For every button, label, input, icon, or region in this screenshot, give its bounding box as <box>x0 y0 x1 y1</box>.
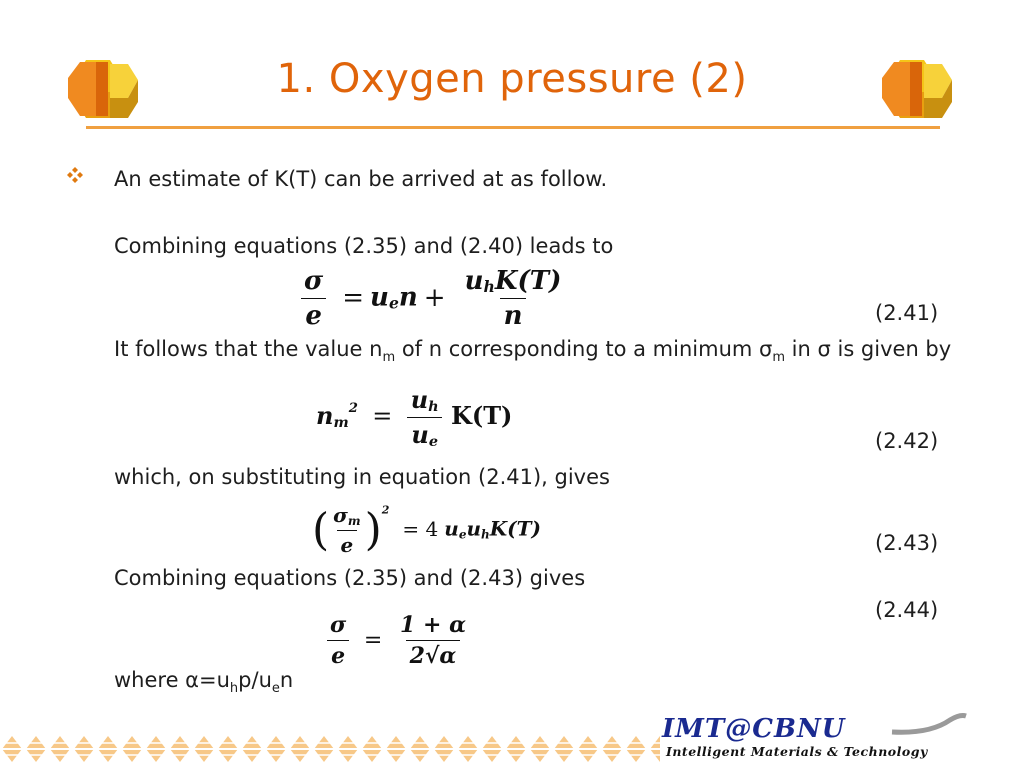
combining-text-1: Combining equations (2.35) and (2.40) leads to <box>114 234 614 258</box>
equation-number-2-42: (2.42) <box>875 429 939 453</box>
imt-cbnu-logo <box>658 712 988 764</box>
logo-wordmark: IMT@CBNU <box>662 714 846 744</box>
follows-text: It follows that the value $n_m$ of n corresponding to a minimum $\sigma_m$ in σ is given by <box>114 337 952 366</box>
equation-2-42: $n_m^2$ = $\frac{u_h}{u_e}$ K(T) <box>316 385 513 450</box>
logo-swoosh-icon <box>890 712 970 736</box>
substituting-text: which, on substituting in equation (2.41), gives <box>114 465 610 489</box>
intro-text: An estimate of K(T) can be arrived at as follow. <box>114 167 608 191</box>
logo-subtitle: Intelligent Materials & Technology <box>666 744 928 759</box>
equation-number-2-41: (2.41) <box>875 301 939 325</box>
where-text: where $\alpha=u_hp/u_en$ <box>114 668 294 697</box>
equation-2-44: $\frac{\sigma}{e}$ = $\frac{1 + \alpha}{2√\alpha}$ <box>326 612 470 669</box>
slide-title: 1. Oxygen pressure (2) <box>276 56 748 102</box>
equation-2-41: $\frac{\sigma}{e}$ = uen + $\frac{\text{uhK(T)}}{n}$ <box>300 266 565 331</box>
combining-text-2: Combining equations (2.35) and (2.43) gives <box>114 566 586 590</box>
equation-number-2-43: (2.43) <box>875 531 939 555</box>
equation-2-43: ( $\frac{\sigma_m}{e}$ )$^2$ = 4 $u_eu_hK(T)$ <box>312 503 541 557</box>
title-underline <box>86 126 940 129</box>
footer-diamond-pattern <box>0 734 660 764</box>
equation-number-2-44: (2.44) <box>875 598 939 622</box>
diamond-cluster-bullet-icon <box>66 166 84 184</box>
